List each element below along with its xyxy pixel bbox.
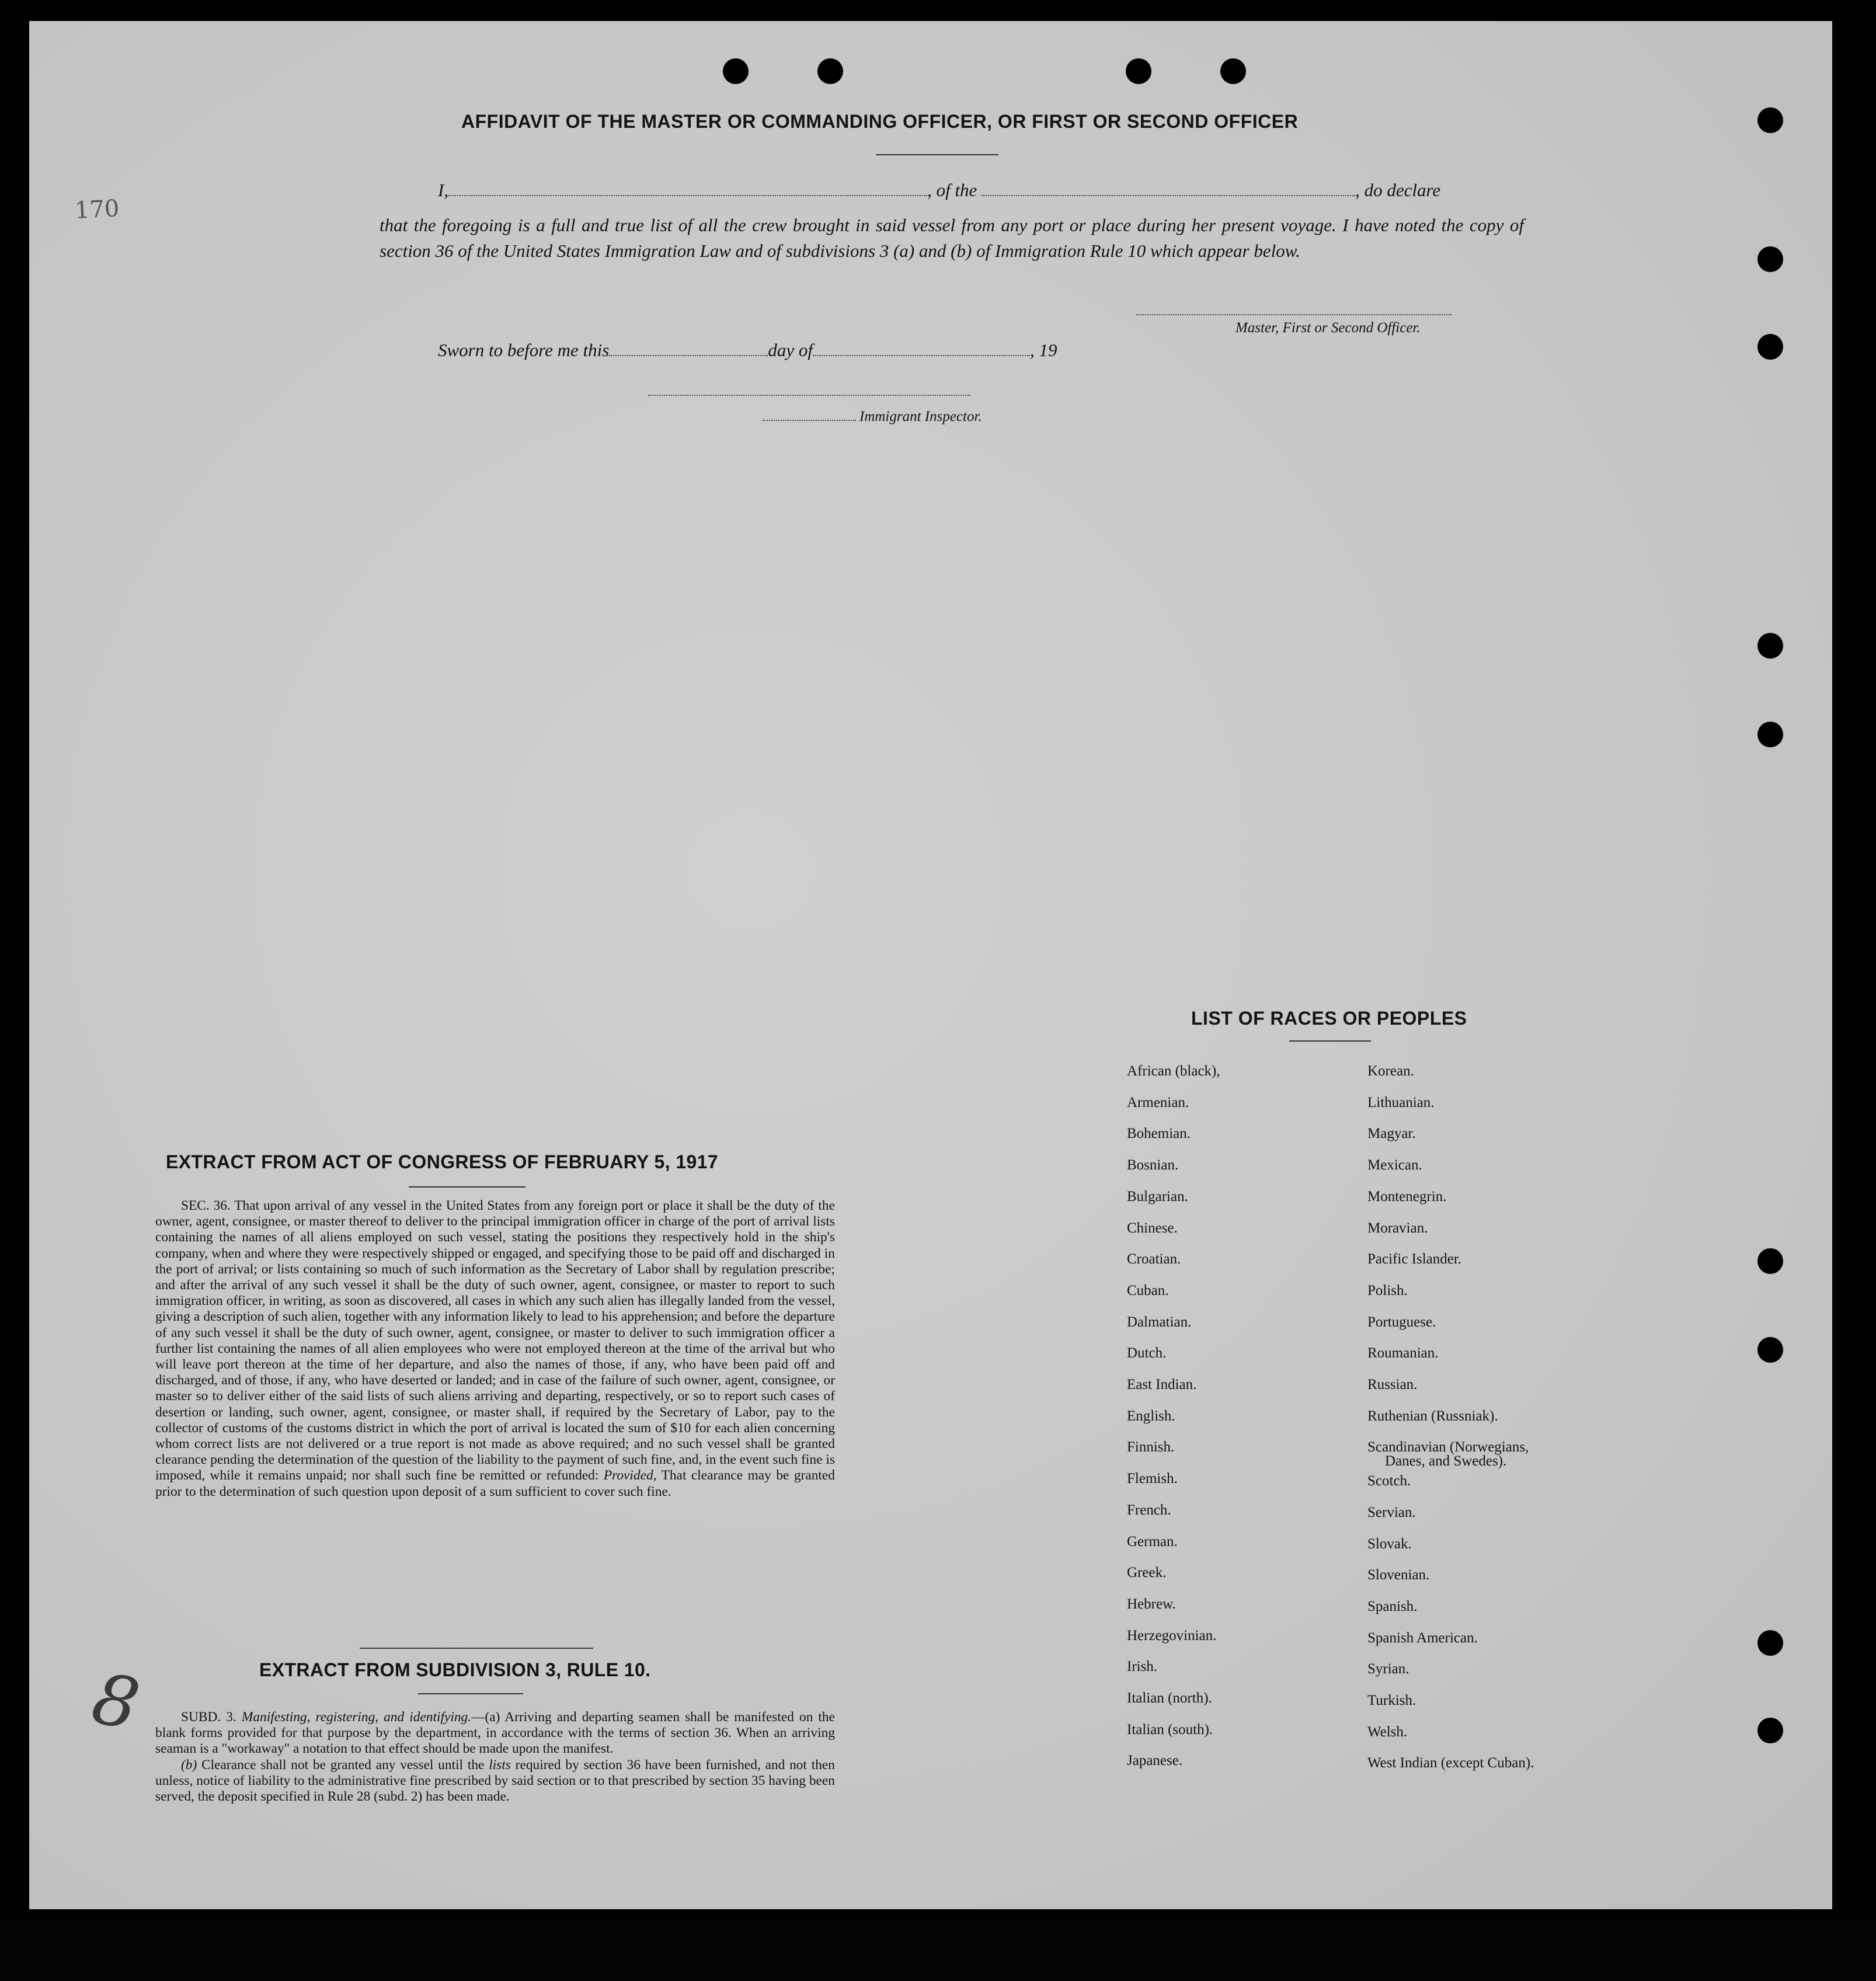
race-item: Welsh. [1367, 1724, 1408, 1740]
subd-a-label: —(a) [471, 1710, 500, 1725]
sworn-month-field[interactable] [813, 355, 1030, 356]
sec-text: That upon arrival of any vessel in the United States from any foreign port or place it shall be the duty of the owner, agent, consignee, or master thereof to deliver to the principal immigration officer in charge of the port of arrival lists containing the names of all aliens employed on such vessel, stating the positions they respectively hold in the ship's company, when and where they were respectively shipped or engaged, and specifying those to be paid off and discharged in the port of arrival; or lists containing so much of such information as the Secretary of Labor shall by regulation prescribe; and after the arrival of any such vessel it shall be the duty of such owner, agent, consignee, or master to report to such immigration officer, in writing, as soon as discovered, all cases in which any such alien has illegally landed from the vessel, giving a description of such alien, together with any information likely to lead to his apprehension; and before the departure of any such vessel it shall be the duty of such owner, agent, consignee, or master to deliver to such immigration officer a further list containing the names of all alien employees who were not employed thereon at the time of the arrival but who will leave port thereon at the time of her departure, and also the names of those, if any, who have been paid off and discharged, and of those, if any, who have deserted or landed; and in case of the failure of such owner, agent, consignee, or master so to deliver either of the said lists of such aliens arriving and departing, respectively, or so to report such cases of desertion or landing, such owner, agent, consignee, or master shall, if required by the Secretary of Labor, pay to the collector of customs of the customs district in which the port of arrival is located the sum of $10 for each alien concerning whom correct lists are not delivered or a true report is not made as above required; and no such vessel shall be granted clearance pending the determination of the question of the liability to the payment of such fine, and, in the event such fine is imposed, while it remains unpaid; nor shall such fine be remitted or refunded: [155, 1198, 835, 1484]
race-item: Slovak. [1367, 1536, 1412, 1552]
inspector-label [763, 409, 982, 425]
subd-b-label: (b) [181, 1757, 197, 1773]
race-item: French. [1127, 1502, 1171, 1518]
punch-hole [817, 58, 843, 84]
race-item: Turkish. [1367, 1693, 1416, 1708]
race-item: Italian (north). [1127, 1690, 1212, 1706]
subd-label: SUBD. 3. [181, 1710, 236, 1725]
page-number-mark: 170 [74, 195, 120, 224]
races-divider [1289, 1040, 1371, 1042]
race-item: Bulgarian. [1127, 1189, 1188, 1204]
race-item: Montenegrin. [1367, 1189, 1447, 1204]
race-item: Cuban. [1127, 1283, 1169, 1298]
inspector-label-text: Immigrant Inspector. [859, 409, 982, 424]
subd-b-lists: lists [489, 1757, 511, 1773]
punch-hole [723, 58, 749, 84]
race-item: Bohemian. [1127, 1126, 1191, 1141]
punch-hole [1220, 58, 1246, 84]
race-item: Flemish. [1127, 1471, 1178, 1486]
punch-hole [1757, 633, 1783, 659]
vessel-name-field[interactable] [981, 195, 1355, 196]
title-divider [876, 154, 998, 155]
race-item: Hebrew. [1127, 1596, 1176, 1612]
race-item: Spanish. [1367, 1599, 1418, 1614]
race-item: Armenian. [1127, 1095, 1189, 1110]
subd-heading: Manifesting, registering, and identifying. [241, 1710, 472, 1725]
rule-divider [418, 1693, 523, 1694]
race-item: Moravian. [1367, 1220, 1428, 1236]
race-item: West Indian (except Cuban). [1367, 1755, 1534, 1771]
subd-b-text-1: Clearance shall not be granted any vessel until the [201, 1757, 485, 1773]
affidavit-body: that the foregoing is a full and true list of all the crew brought in said vessel from any port or place during her present voyage. I have noted the copy of section 36 of the United States Immigration Law and of subdivisions 3 (a) and (b) of Immigration Rule 10 which appear below. [380, 215, 1524, 261]
document-page [29, 21, 1832, 1909]
provided-text: That clearance may be granted prior to the determination of such question upon deposit of a sum sufficient to cover such fine. [155, 1468, 835, 1499]
act-divider [409, 1186, 525, 1188]
race-item: Chinese. [1127, 1220, 1178, 1236]
race-item: Greek. [1127, 1565, 1167, 1580]
race-item: Pacific Islander. [1367, 1251, 1462, 1267]
affidavit-title: AFFIDAVIT OF THE MASTER OR COMMANDING OFFICER, OR FIRST OR SECOND OFFICER [461, 111, 1299, 132]
act-extract-text [155, 1198, 835, 1500]
race-item: German. [1127, 1534, 1178, 1550]
declare-label: , do declare [1355, 180, 1441, 200]
punch-hole [1757, 1248, 1783, 1274]
provided-label: Provided, [603, 1468, 657, 1484]
day-of-label: day of [768, 340, 813, 360]
race-item: Irish. [1127, 1659, 1158, 1674]
race-item: Spanish American. [1367, 1630, 1478, 1646]
affidavit-declaration-line [438, 180, 1440, 201]
race-item: English. [1127, 1408, 1175, 1424]
race-item-continuation: Danes, and Swedes). [1385, 1453, 1507, 1469]
race-item: African (black), [1127, 1063, 1220, 1079]
signature-line[interactable] [1136, 314, 1452, 315]
act-extract-title: EXTRACT FROM ACT OF CONGRESS OF FEBRUARY 5, 1917 [166, 1151, 719, 1172]
race-item: Mexican. [1367, 1157, 1422, 1173]
races-title: LIST OF RACES OR PEOPLES [1191, 1008, 1467, 1029]
race-item: Magyar. [1367, 1126, 1416, 1141]
of-the-label: , of the [927, 180, 977, 200]
signature-label: Master, First or Second Officer. [1235, 320, 1421, 336]
race-item: Syrian. [1367, 1661, 1409, 1677]
race-item: Lithuanian. [1367, 1095, 1435, 1110]
race-item: Croatian. [1127, 1251, 1181, 1267]
year-label: , 19 [1029, 340, 1057, 360]
sec-label: SEC. 36. [181, 1198, 231, 1213]
sworn-line [438, 340, 1057, 361]
race-item: Russian. [1367, 1377, 1418, 1392]
race-item: Japanese. [1127, 1753, 1183, 1768]
race-item: Portuguese. [1367, 1314, 1436, 1330]
race-item: Finnish. [1127, 1439, 1175, 1455]
race-item: Scandinavian (Norwegians, [1367, 1439, 1529, 1455]
punch-hole [1757, 246, 1783, 272]
punch-hole [1757, 107, 1783, 133]
punch-hole [1757, 722, 1783, 747]
race-item: Herzegovinian. [1127, 1628, 1217, 1644]
punch-hole [1757, 1630, 1783, 1656]
inspector-signature-line[interactable] [648, 395, 970, 396]
declarant-prefix: I, [438, 180, 449, 200]
race-item: Scotch. [1367, 1473, 1411, 1489]
handwritten-margin-mark: 8 [85, 1658, 146, 1747]
race-item: Italian (south). [1127, 1722, 1213, 1738]
declarant-name-field[interactable] [448, 195, 927, 196]
race-item: Roumanian. [1367, 1345, 1439, 1361]
subd-b-text-2: required by section 36 have been furnished, and not then unless, notice of liability to the administrative fine prescribed by said section or to that prescribed by section 35 having been served, the deposit specified in Rule 28 (subd. 2) has been made. [155, 1757, 835, 1805]
race-item: Polish. [1367, 1283, 1408, 1298]
rule-extract-title: EXTRACT FROM SUBDIVISION 3, RULE 10. [259, 1659, 651, 1680]
punch-hole [1757, 334, 1783, 360]
punch-hole [1757, 1337, 1783, 1363]
punch-hole [1126, 58, 1151, 84]
race-item: Korean. [1367, 1063, 1414, 1079]
sworn-prefix: Sworn to before me this [438, 340, 610, 360]
race-item: Ruthenian (Russniak). [1367, 1408, 1498, 1424]
race-item: Slovenian. [1367, 1567, 1430, 1583]
race-item: Dutch. [1127, 1345, 1167, 1361]
race-item: East Indian. [1127, 1377, 1197, 1392]
sworn-day-field[interactable] [609, 355, 768, 356]
section-divider [360, 1648, 593, 1649]
punch-hole [1757, 1718, 1783, 1743]
subd-a-text: Arriving and departing seamen shall be manifested on the blank forms provided for that purpose by the department, in accordance with the terms of section 36. When an arriving seaman is a "workaway" a notation to that effect should be made upon the manifest. [155, 1710, 835, 1757]
race-item: Bosnian. [1127, 1157, 1179, 1173]
rule-extract-text [155, 1710, 835, 1805]
race-item: Servian. [1367, 1505, 1416, 1520]
scan-border [0, 1920, 1876, 1981]
race-item: Dalmatian. [1127, 1314, 1192, 1330]
